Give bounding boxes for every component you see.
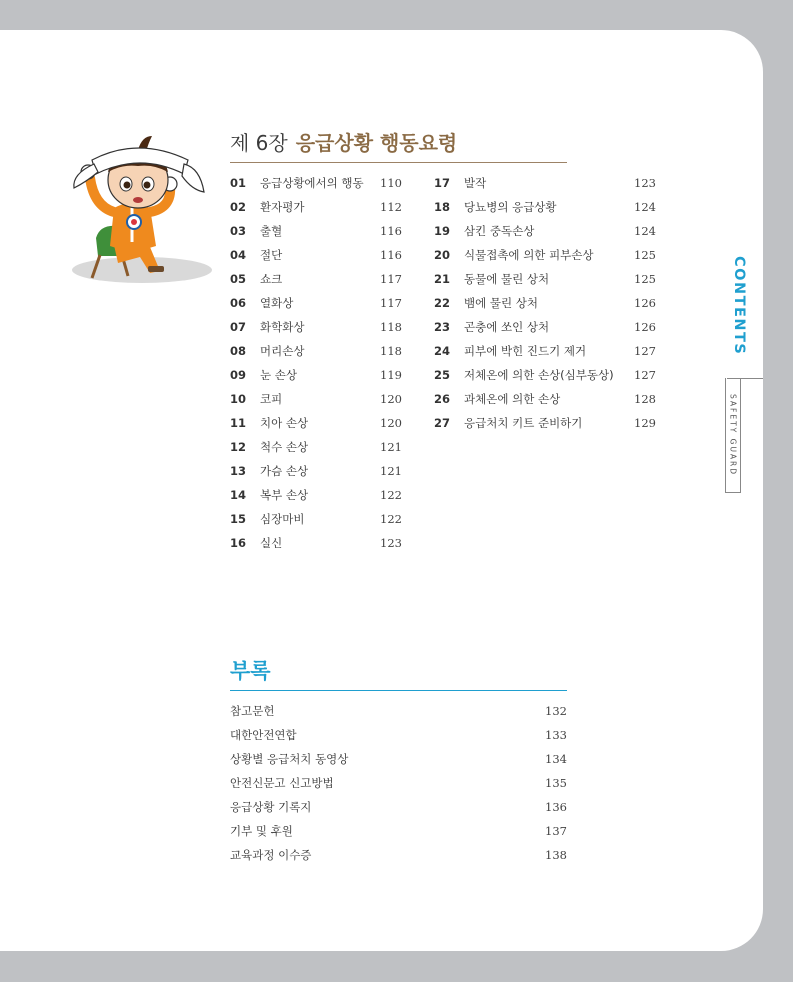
appendix-title: 부록 [230,659,271,683]
toc-item[interactable] [230,269,402,289]
toc-item-number: 06 [230,296,247,310]
toc-item-page: 122 [380,512,402,526]
toc-item-number: 08 [230,344,247,358]
toc-item-page: 116 [380,224,402,238]
toc-item-page: 124 [634,200,656,214]
toc-item[interactable] [230,197,402,217]
toc-item[interactable] [230,341,402,361]
toc-item-label: 열화상 [260,296,294,310]
toc-item-page: 116 [380,248,402,262]
toc-item-number: 19 [434,224,451,238]
chapter-heading [230,127,457,156]
toc-item-number: 02 [230,200,247,214]
toc-item[interactable] [434,365,654,385]
toc-item-number: 05 [230,272,247,286]
toc-item-page: 128 [634,392,656,406]
toc-item-label: 곤충에 쏘인 상처 [464,320,550,334]
appendix-item-page: 134 [545,752,567,766]
toc-item-page: 127 [634,368,656,382]
toc-item-label: 저체온에 의한 손상(심부동상) [464,368,614,382]
toc-item-label: 심장마비 [260,512,305,526]
appendix-item-label: 교육과정 이수증 [230,848,312,862]
toc-item-page: 123 [380,536,402,550]
appendix-item[interactable] [230,749,567,769]
toc-item-number: 16 [230,536,247,550]
brand-side-label: SAFETY GUARD [728,393,738,477]
toc-item-page: 110 [380,176,402,190]
toc-item-label: 척수 손상 [260,440,309,454]
toc-item-number: 12 [230,440,247,454]
toc-item[interactable] [434,173,654,193]
toc-item-label: 화학화상 [260,320,305,334]
toc-item-page: 118 [380,320,402,334]
toc-item-page: 112 [380,200,402,214]
toc-item[interactable] [434,341,654,361]
toc-item-number: 13 [230,464,247,478]
toc-item-label: 복부 손상 [260,488,309,502]
toc-item-label: 당뇨병의 응급상황 [464,200,557,214]
toc-item[interactable] [434,245,654,265]
toc-item-label: 쇼크 [260,272,283,286]
toc-item-number: 11 [230,416,247,430]
toc-item-number: 04 [230,248,247,262]
appendix-item-label: 참고문헌 [230,704,275,718]
toc-item-number: 25 [434,368,451,382]
appendix-item-page: 138 [545,848,567,862]
contents-side-label: CONTENTS [731,256,747,356]
appendix-item[interactable] [230,797,567,817]
toc-item[interactable] [230,221,402,241]
toc-item[interactable] [434,293,654,313]
toc-item-page: 117 [380,296,402,310]
toc-item-number: 10 [230,392,247,406]
appendix-divider [230,690,567,691]
toc-item[interactable] [434,389,654,409]
chapter-title: 응급상황 행동요령 [295,131,458,155]
toc-item-number: 14 [230,488,247,502]
toc-item[interactable] [230,389,402,409]
toc-item-number: 01 [230,176,247,190]
toc-item-number: 15 [230,512,247,526]
toc-item-label: 삼킨 중독손상 [464,224,535,238]
toc-item-page: 126 [634,296,656,310]
toc-item[interactable] [230,413,402,433]
toc-item-label: 식물접촉에 의한 피부손상 [464,248,594,262]
appendix-item-page: 133 [545,728,567,742]
toc-item-label: 눈 손상 [260,368,297,382]
toc-item[interactable] [230,173,402,193]
toc-item[interactable] [230,365,402,385]
bandaged-mascot-icon [52,120,222,288]
appendix-item-label: 응급상황 기록지 [230,800,312,814]
toc-item-label: 발작 [464,176,487,190]
toc-item-page: 120 [380,392,402,406]
toc-item[interactable] [434,317,654,337]
toc-item-page: 123 [634,176,656,190]
toc-item[interactable] [434,221,654,241]
toc-item[interactable] [230,461,402,481]
toc-item[interactable] [434,413,654,433]
toc-item-number: 17 [434,176,451,190]
toc-item-label: 응급처치 키트 준비하기 [464,416,583,430]
appendix-item[interactable] [230,821,567,841]
toc-item-number: 21 [434,272,451,286]
toc-item-page: 125 [634,248,656,262]
chapter-number: 제 6장 [230,131,288,155]
toc-item-label: 환자평가 [260,200,305,214]
toc-item[interactable] [230,317,402,337]
toc-item[interactable] [230,293,402,313]
brand-side-box [725,378,741,493]
toc-item-number: 20 [434,248,451,262]
toc-item-page: 117 [380,272,402,286]
appendix-item-label: 대한안전연합 [230,728,297,742]
toc-item-number: 03 [230,224,247,238]
toc-item-number: 07 [230,320,247,334]
appendix-item[interactable] [230,845,567,865]
toc-item-page: 121 [380,440,402,454]
appendix-item-page: 135 [545,776,567,790]
appendix-item[interactable] [230,701,567,721]
toc-item[interactable] [434,197,654,217]
toc-item-label: 동물에 물린 상처 [464,272,550,286]
appendix-item-page: 132 [545,704,567,718]
appendix-item-label: 상황별 응급처치 동영상 [230,752,349,766]
toc-item-page: 121 [380,464,402,478]
toc-item-label: 가슴 손상 [260,464,309,478]
toc-item-page: 122 [380,488,402,502]
toc-item-label: 뱀에 물린 상처 [464,296,538,310]
toc-item[interactable] [230,437,402,457]
toc-item[interactable] [434,269,654,289]
toc-item-number: 18 [434,200,451,214]
toc-item-label: 머리손상 [260,344,305,358]
toc-item-page: 127 [634,344,656,358]
toc-item[interactable] [230,245,402,265]
appendix-item-label: 안전신문고 신고방법 [230,776,334,790]
toc-item-page: 129 [634,416,656,430]
appendix-item[interactable] [230,773,567,793]
toc-item-page: 119 [380,368,402,382]
toc-item[interactable] [230,533,402,553]
toc-item-page: 125 [634,272,656,286]
toc-item-label: 피부에 박힌 진드기 제거 [464,344,587,358]
toc-item-label: 응급상황에서의 행동 [260,176,364,190]
toc-item-number: 24 [434,344,451,358]
toc-item-label: 치아 손상 [260,416,309,430]
toc-item-page: 124 [634,224,656,238]
toc-item-number: 26 [434,392,451,406]
toc-item-page: 120 [380,416,402,430]
toc-item[interactable] [230,509,402,529]
chapter-divider [230,162,567,163]
toc-item-number: 23 [434,320,451,334]
toc-item[interactable] [230,485,402,505]
appendix-item-page: 137 [545,824,567,838]
appendix-item-page: 136 [545,800,567,814]
toc-item-number: 22 [434,296,451,310]
toc-item-number: 09 [230,368,247,382]
toc-item-label: 실신 [260,536,283,550]
toc-item-page: 118 [380,344,402,358]
toc-item-label: 코피 [260,392,283,406]
toc-item-label: 절단 [260,248,283,262]
appendix-item-label: 기부 및 후원 [230,824,293,838]
toc-item-label: 과체온에 의한 손상 [464,392,561,406]
appendix-item[interactable] [230,725,567,745]
toc-item-number: 27 [434,416,451,430]
toc-item-label: 출혈 [260,224,283,238]
toc-item-page: 126 [634,320,656,334]
